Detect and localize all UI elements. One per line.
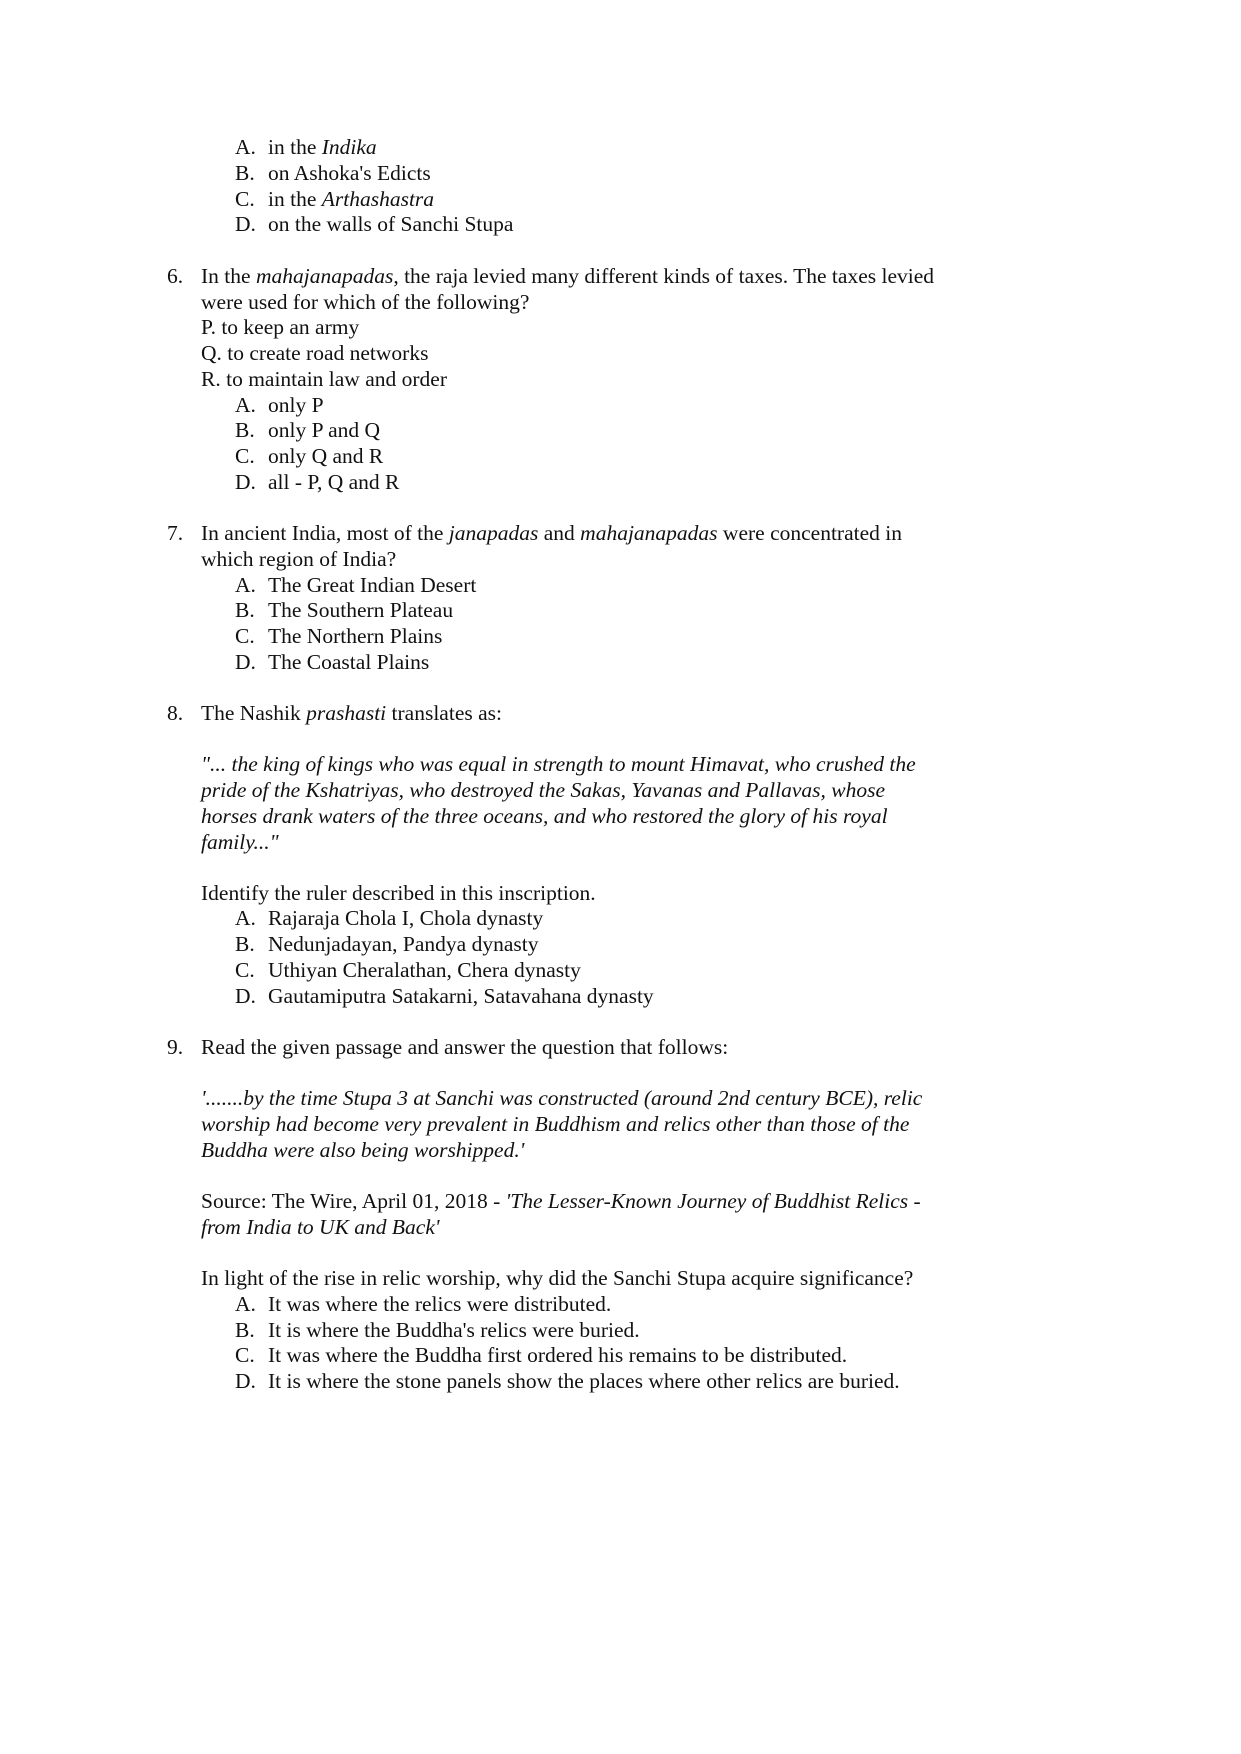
option-letter: A. (235, 135, 256, 159)
option-text: in the Indika (268, 135, 377, 159)
statement: P. to keep an army (201, 315, 360, 339)
option-text: The Southern Plateau (268, 598, 454, 622)
option-letter: A. (235, 906, 256, 930)
passage-text: worship had become very prevalent in Buddhism and relics other than those of the (201, 1112, 910, 1136)
question-text: In ancient India, most of the janapadas and mahajanapadas were concentrated in (201, 521, 902, 545)
option-letter: C. (235, 958, 255, 982)
option-text: Gautamiputra Satakarni, Satavahana dynasty (268, 984, 654, 1008)
option-letter: D. (235, 470, 256, 494)
option-text: It was where the relics were distributed. (268, 1292, 612, 1316)
option-letter: A. (235, 573, 256, 597)
option-text: on the walls of Sanchi Stupa (268, 212, 514, 236)
question-number: 8. (167, 701, 184, 725)
inscription-quote: "... the king of kings who was equal in strength to mount Himavat, who crushed the (201, 752, 916, 776)
option-letter: B. (235, 418, 255, 442)
option-letter: C. (235, 444, 255, 468)
passage-text: '.......by the time Stupa 3 at Sanchi was constructed (around 2nd century BCE), relic (201, 1086, 923, 1110)
source-citation: Source: The Wire, April 01, 2018 - 'The Lesser-Known Journey of Buddhist Relics - (201, 1189, 921, 1213)
option-letter: D. (235, 212, 256, 236)
option-letter: C. (235, 187, 255, 211)
option-letter: B. (235, 1318, 255, 1342)
option-text: The Coastal Plains (268, 650, 430, 674)
option-letter: D. (235, 650, 256, 674)
option-letter: D. (235, 1369, 256, 1393)
option-text: in the Arthashastra (268, 187, 435, 211)
question-text: The Nashik prashasti translates as: (201, 701, 502, 725)
option-letter: C. (235, 1343, 255, 1367)
option-letter: B. (235, 932, 255, 956)
passage-text: Buddha were also being worshipped.' (201, 1138, 525, 1162)
source-citation: from India to UK and Back' (201, 1215, 440, 1239)
option-text: on Ashoka's Edicts (268, 161, 431, 185)
option-text: only P and Q (268, 418, 381, 442)
option-text: Nedunjadayan, Pandya dynasty (268, 932, 539, 956)
inscription-quote: family..." (201, 830, 279, 854)
question-text: which region of India? (201, 547, 397, 571)
inscription-quote: pride of the Kshatriyas, who destroyed the Sakas, Yavanas and Pallavas, whose (201, 778, 885, 802)
option-text: The Great Indian Desert (268, 573, 477, 597)
question-number: 9. (167, 1035, 184, 1059)
option-letter: C. (235, 624, 255, 648)
question-text: In the mahajanapadas, the raja levied many different kinds of taxes. The taxes levied (201, 264, 935, 288)
question-text: were used for which of the following? (201, 290, 530, 314)
option-text: The Northern Plains (268, 624, 443, 648)
option-letter: D. (235, 984, 256, 1008)
option-text: It is where the Buddha's relics were buried. (268, 1318, 640, 1342)
inscription-quote: horses drank waters of the three oceans, and who restored the glory of his royal (201, 804, 888, 828)
option-letter: A. (235, 1292, 256, 1316)
statement: R. to maintain law and order (201, 367, 447, 391)
option-text: It was where the Buddha first ordered his remains to be distributed. (268, 1343, 848, 1367)
question-number: 7. (167, 521, 184, 545)
option-text: all - P, Q and R (268, 470, 400, 494)
question-prompt: In light of the rise in relic worship, why did the Sanchi Stupa acquire significance? (201, 1266, 914, 1290)
option-text: only P (268, 393, 324, 417)
option-letter: B. (235, 598, 255, 622)
question-prompt: Identify the ruler described in this inscription. (201, 881, 596, 905)
question-text: Read the given passage and answer the question that follows: (201, 1035, 729, 1059)
question-number: 6. (167, 264, 184, 288)
statement: Q. to create road networks (201, 341, 429, 365)
option-text: only Q and R (268, 444, 384, 468)
option-text: Uthiyan Cheralathan, Chera dynasty (268, 958, 581, 982)
option-text: Rajaraja Chola I, Chola dynasty (268, 906, 544, 930)
option-letter: B. (235, 161, 255, 185)
option-text: It is where the stone panels show the places where other relics are buried. (268, 1369, 900, 1393)
option-letter: A. (235, 393, 256, 417)
